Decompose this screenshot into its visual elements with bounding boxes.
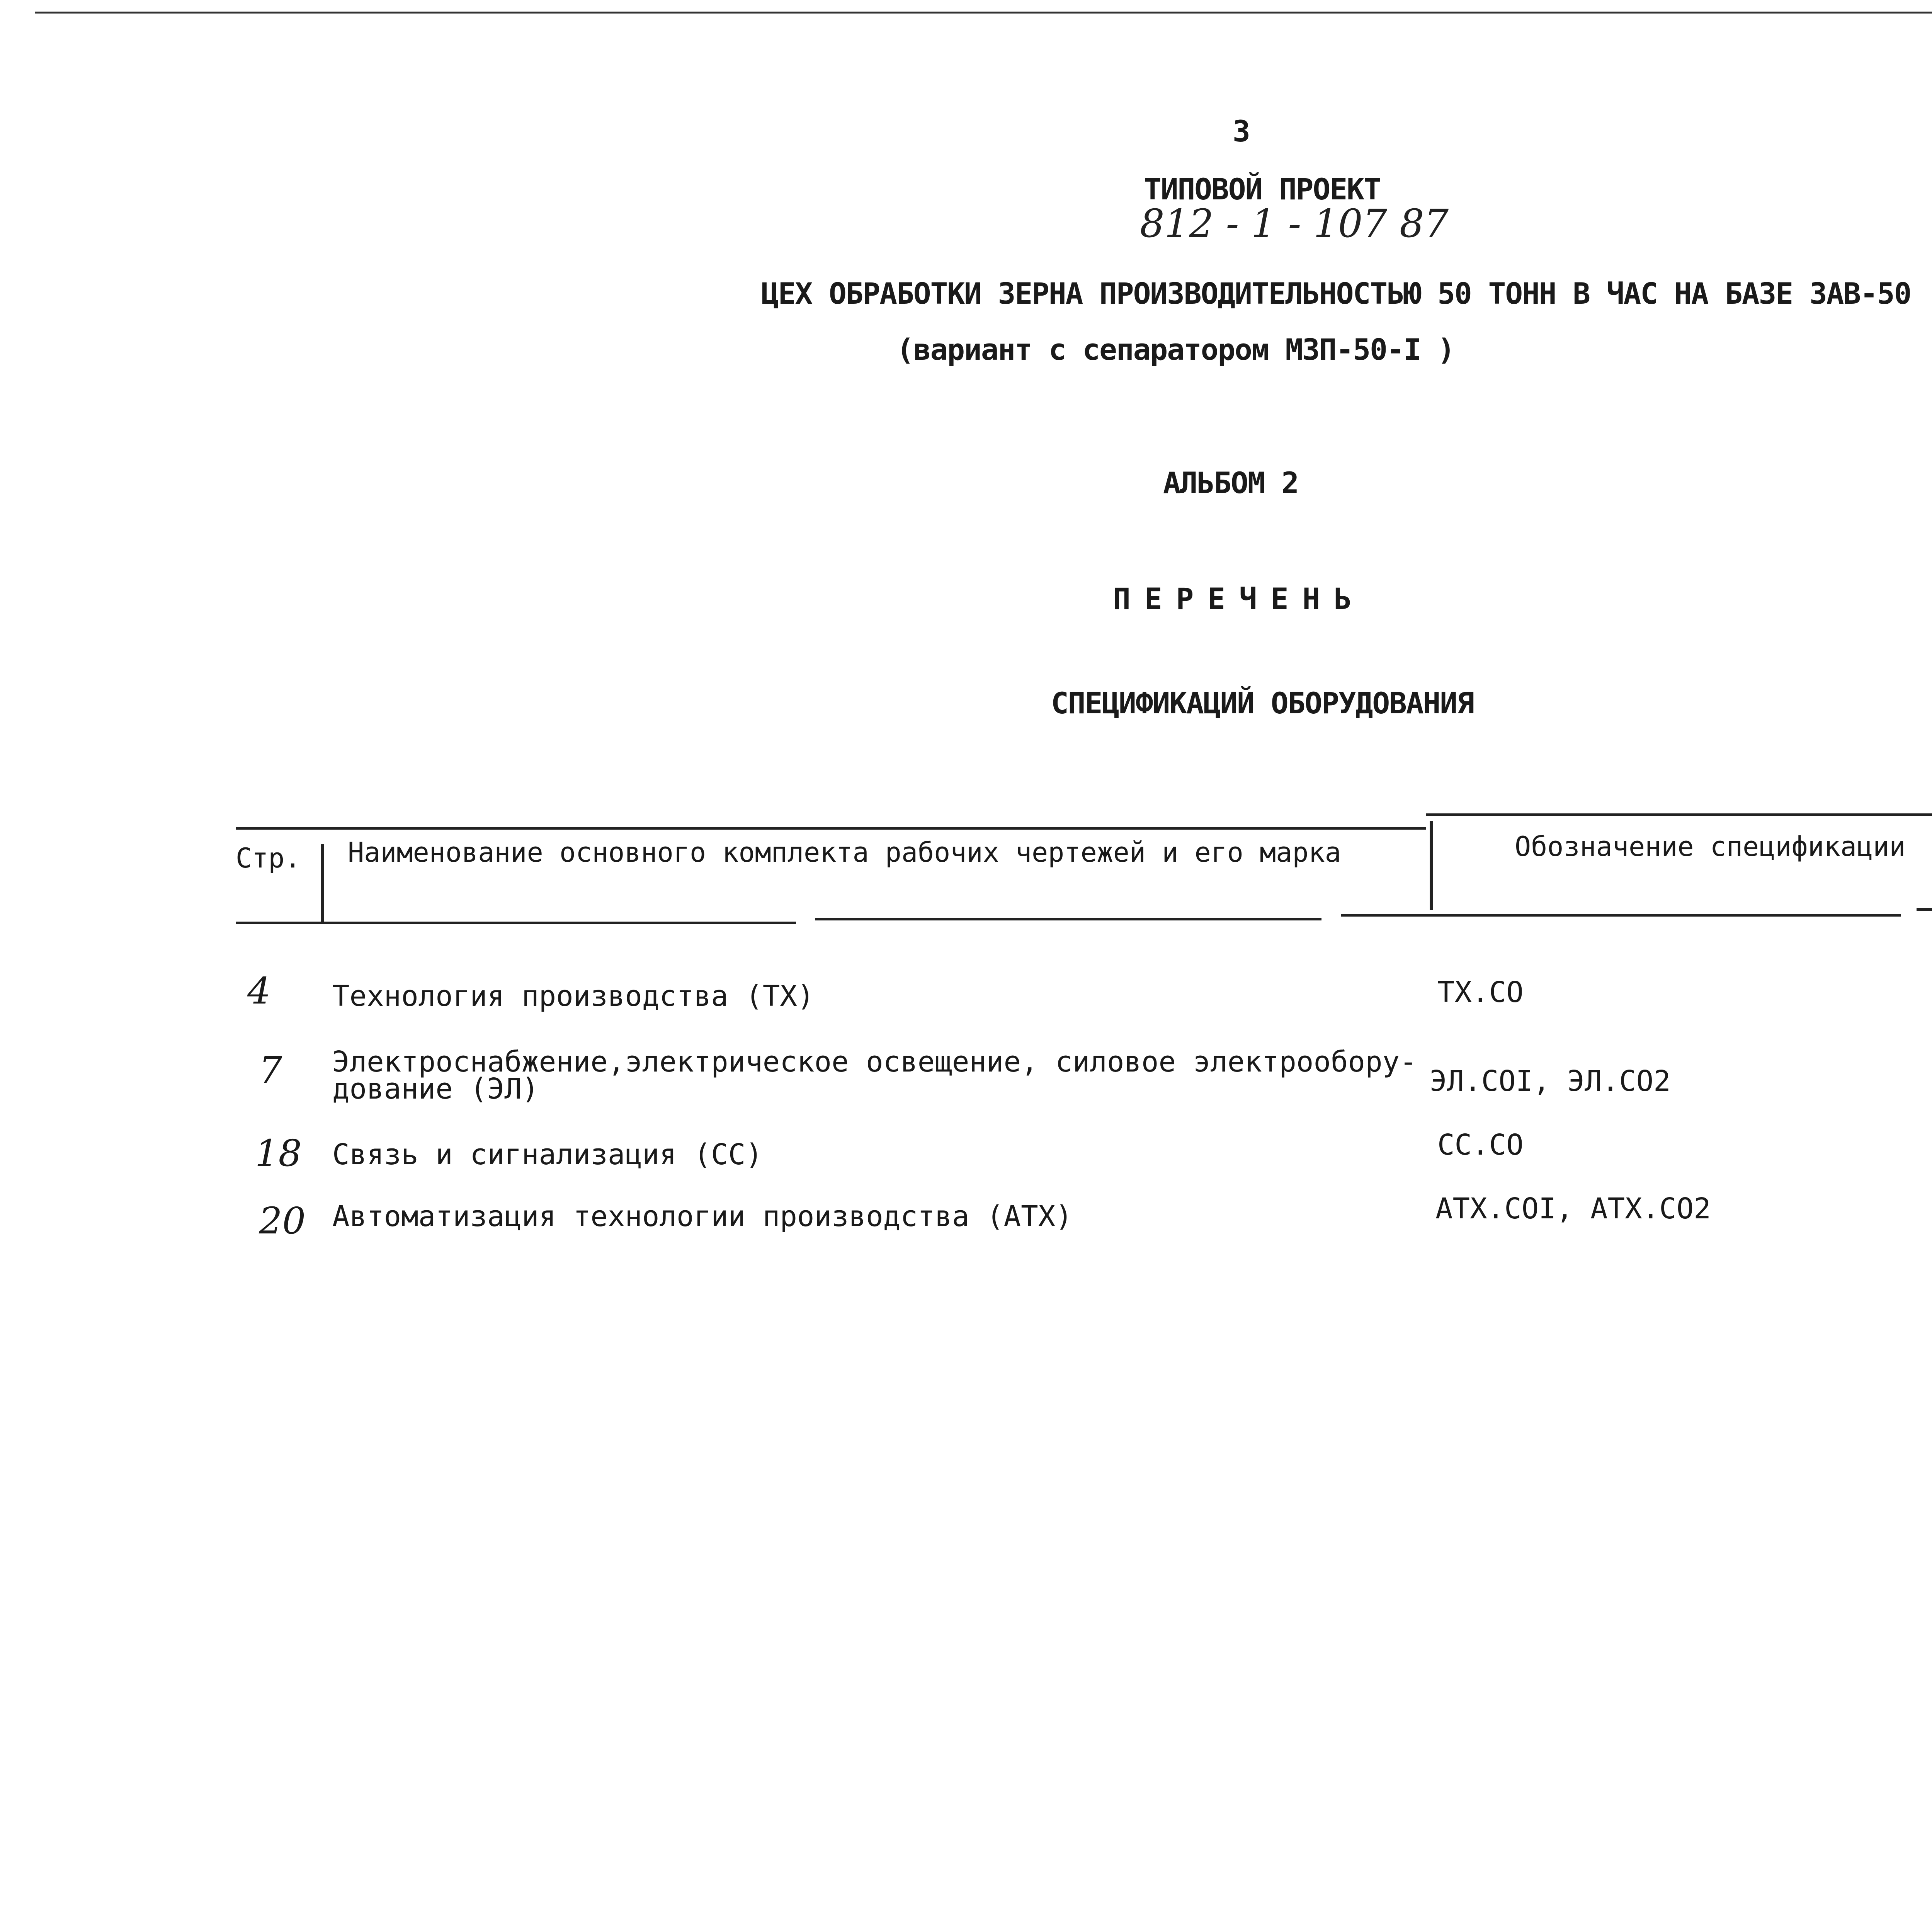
row-3-name: Связь и сигнализация (СС) — [332, 1138, 763, 1171]
row-4-name: Автоматизация технологии производства (АТХ) — [332, 1200, 1073, 1233]
row-2-spec: ЭЛ.СОI, ЭЛ.СО2 — [1430, 1065, 1671, 1098]
row-1-spec: ТХ.СО — [1437, 976, 1524, 1009]
row-1-name: Технология производства (ТХ) — [332, 980, 815, 1013]
column-header-name: Наименование основного комплекта рабочих чертежей и его марка — [348, 837, 1341, 868]
row-4-page: 20 — [259, 1200, 306, 1242]
row-2-page: 7 — [259, 1049, 282, 1092]
column-header-spec: Обозначение спецификации — [1515, 831, 1906, 862]
row-1-page: 4 — [247, 970, 271, 1012]
table-header-rule-4 — [1917, 908, 1932, 911]
row-4-spec: АТХ.СОI, АТХ.СО2 — [1435, 1192, 1711, 1225]
top-border-line — [35, 12, 1932, 14]
column-separator-2 — [1430, 821, 1433, 910]
column-header-page: Стр. — [236, 842, 301, 874]
document-subtitle: (вариант с сепаратором МЗП-50-I ) — [896, 332, 1454, 367]
table-header-rule-2 — [815, 918, 1321, 920]
table-top-rule-right — [1426, 813, 1932, 816]
table-header-rule-1 — [236, 922, 796, 924]
album-label: АЛЬБОМ 2 — [1163, 466, 1299, 500]
row-2-name-line-2: дование (ЭЛ) — [332, 1072, 539, 1106]
project-code: 812 - 1 - 107 87 — [1140, 201, 1449, 246]
row-3-spec: СС.СО — [1437, 1128, 1524, 1162]
project-label: ТИПОВОЙ ПРОЕКТ — [1144, 172, 1381, 206]
list-heading: ПЕРЕЧЕНЬ — [1113, 582, 1366, 616]
document-title: ЦЕХ ОБРАБОТКИ ЗЕРНА ПРОИЗВОДИТЕЛЬНОСТЬЮ 50 ТОНН В ЧАС НА БАЗЕ ЗАВ-50 — [761, 276, 1911, 311]
column-separator-1 — [321, 844, 324, 922]
list-subheading: СПЕЦИФИКАЦИЙ ОБОРУДОВАНИЯ — [1051, 686, 1474, 720]
table-header-rule-3 — [1341, 914, 1901, 917]
row-2-name-line-1: Электроснабжение,электрическое освещение, силовое электрообору- — [332, 1045, 1417, 1078]
page-number: 3 — [1233, 114, 1250, 148]
row-3-page: 18 — [255, 1132, 302, 1175]
table-top-rule-left — [236, 827, 1426, 830]
